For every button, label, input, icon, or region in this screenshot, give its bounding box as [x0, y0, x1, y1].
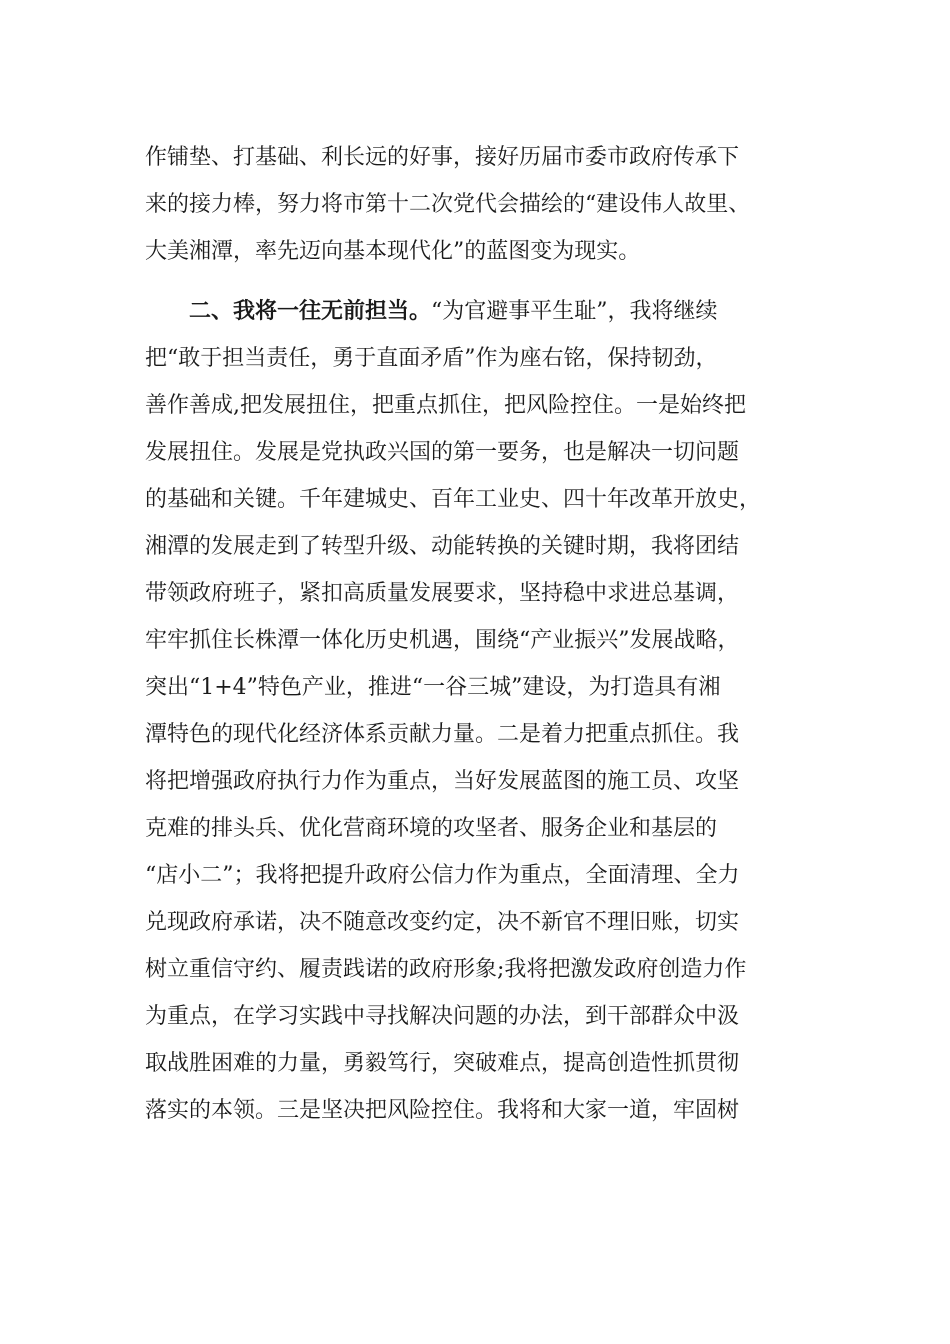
- text-line: 把“敢于担当责任，勇于直面矛盾”作为座右铭，保持韧劲，: [145, 346, 718, 371]
- text-line: 牢牢抓住长株潭一体化历史机遇，围绕“产业振兴”发展战略，: [145, 628, 740, 653]
- section-heading-line: [145, 288, 815, 335]
- text-line: 取战胜困难的力量，勇毅笃行，突破难点，提高创造性抓贯彻: [145, 1051, 740, 1076]
- text-line: 大美湘潭，率先迈向基本现代化”的蓝图变为现实。: [145, 239, 641, 264]
- text-line: 发展扭住。发展是党执政兴国的第一要务，也是解决一切问题: [145, 440, 740, 465]
- text-line: 将把增强政府执行力作为重点，当好发展蓝图的施工员、攻坚: [145, 769, 740, 794]
- text-line: 潭特色的现代化经济体系贡献力量。二是着力把重点抓住。我: [145, 722, 740, 747]
- text-line: 湘潭的发展走到了转型升级、动能转换的关键时期，我将团结: [145, 534, 740, 559]
- text-line: 带领政府班子，紧扣高质量发展要求，坚持稳中求进总基调，: [145, 581, 740, 606]
- text-line: 作铺垫、打基础、利长远的好事，接好历届市委市政府传承下: [145, 145, 740, 170]
- body-text: [145, 134, 815, 1134]
- text-line: 为重点，在学习实践中寻找解决问题的办法，到干部群众中汲: [145, 1004, 740, 1029]
- text-line: 树立重信守约、履责践诺的政府形象;我将把激发政府创造力作: [145, 957, 747, 982]
- text-line: 克难的排头兵、优化营商环境的攻坚者、服务企业和基层的: [145, 816, 718, 841]
- text-line: 兑现政府承诺，决不随意改变约定，决不新官不理旧账，切实: [145, 910, 740, 935]
- text-line: 的基础和关键。千年建城史、百年工业史、四十年改革开放史，: [145, 487, 762, 512]
- text-line: 来的接力棒，努力将市第十二次党代会描绘的“建设伟人故里、: [145, 192, 751, 217]
- text-line: 突出“1+4”特色产业，推进“一谷三城”建设，为打造具有湘: [145, 675, 721, 700]
- text-line: “店小二”；我将把提升政府公信力作为重点，全面清理、全力: [145, 863, 740, 888]
- paragraph-gap: [145, 275, 815, 288]
- section-heading: 二、我将一往无前担当。: [189, 298, 432, 324]
- text-line: 善作善成,把发展扭住，把重点抓住，把风险控住。一是始终把: [145, 393, 746, 418]
- text-line: 落实的本领。三是坚决把风险控住。我将和大家一道，牢固树: [145, 1098, 740, 1123]
- text-line: “为官避事平生耻”，我将继续: [431, 299, 718, 324]
